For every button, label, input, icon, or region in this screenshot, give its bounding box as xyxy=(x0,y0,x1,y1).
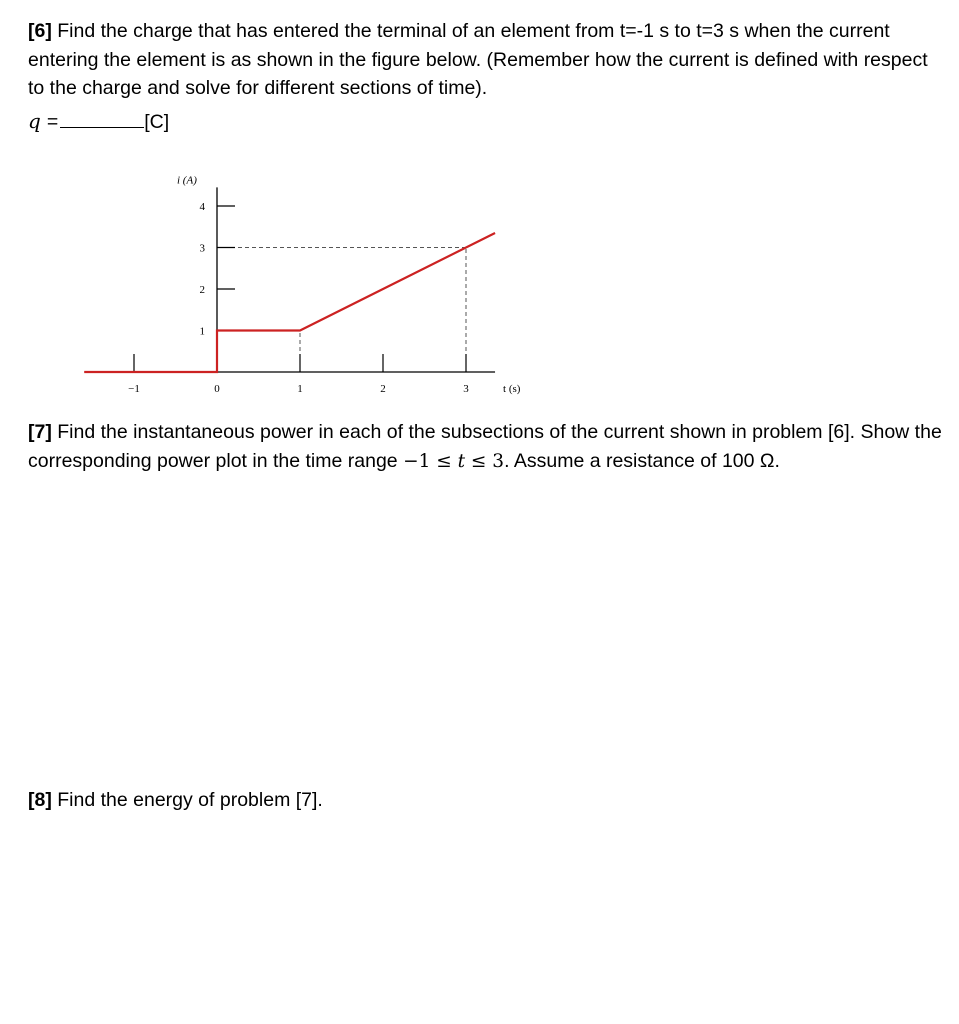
problem-7-range-hi: ≤ 3 xyxy=(465,450,505,472)
problem-7-text-a: Find the instantaneous power in each of the subsections of the current shown in problem [6]. Show the corresponding power plot in the time range xyxy=(28,421,942,472)
problem-7-range-var: t xyxy=(457,450,466,472)
problem-7-range-lo: −1 ≤ xyxy=(403,450,458,472)
y-tick-label-1: 1 xyxy=(199,325,205,338)
problem-6-number: [6] xyxy=(28,20,52,42)
y-axis-label: i (A) xyxy=(177,174,197,187)
x-axis-label: t (s) xyxy=(503,383,521,395)
problem-8-text: Find the energy of problem [7]. xyxy=(51,789,323,811)
current-plot xyxy=(60,155,530,405)
answer-equals: = xyxy=(46,111,59,133)
problem-6 xyxy=(28,17,948,103)
x-tick-label-1: 1 xyxy=(297,383,303,395)
y-tick-label-4: 4 xyxy=(199,201,205,213)
x-tick-label-2: 2 xyxy=(380,383,386,395)
x-tick-label-0: 0 xyxy=(214,383,220,395)
problem-8-number: [8] xyxy=(28,789,52,811)
problem-8 xyxy=(28,786,948,815)
x-tick-label-−1: −1 xyxy=(128,383,140,395)
x-tick-label-3: 3 xyxy=(463,383,469,395)
problem-7 xyxy=(28,418,948,476)
problem-7-number: [7] xyxy=(28,421,52,443)
problem-7-text-b: . Assume a resistance of 100 Ω. xyxy=(504,449,780,472)
series-line-0 xyxy=(84,233,495,372)
problem-6-text: Find the charge that has entered the terminal of an element from t=-1 s to t=3 s when the current entering the element is as shown in the figure below. (Remember how the current is defined with respect to the charge and solve for different sections of time). xyxy=(28,20,928,99)
y-tick-label-3: 3 xyxy=(199,242,205,255)
answer-blank[interactable] xyxy=(60,107,144,128)
answer-line xyxy=(28,107,169,136)
answer-variable: q xyxy=(28,109,41,133)
answer-unit: [C] xyxy=(144,111,170,133)
y-tick-label-2: 2 xyxy=(199,284,205,296)
